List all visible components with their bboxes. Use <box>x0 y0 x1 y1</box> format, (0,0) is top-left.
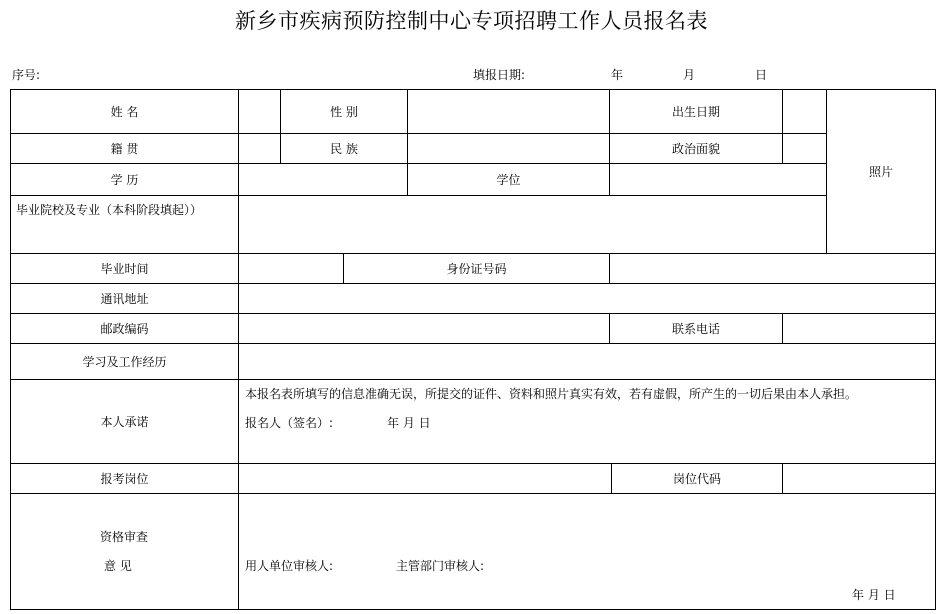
review-label-line1: 资格审查 <box>100 530 149 544</box>
experience-label: 学习及工作经历 <box>82 354 167 369</box>
photo-label: 照片 <box>868 164 893 179</box>
rule-col-id <box>609 253 610 284</box>
employer-reviewer-label: 用人单位审核人: <box>245 559 334 573</box>
rule-col-label <box>238 89 239 610</box>
fill-date-month: 月 <box>683 68 696 82</box>
ethnicity-label: 民 族 <box>330 141 358 156</box>
fill-date-year: 年 <box>611 68 624 82</box>
signature-date: 年 月 日 <box>387 416 431 430</box>
fill-date-day: 日 <box>755 68 768 82</box>
fill-date-label: 填报日期: <box>473 68 526 82</box>
commitment-label: 本人承诺 <box>100 414 149 429</box>
rule-col-position-code <box>782 463 783 494</box>
degree-label: 学位 <box>496 172 521 187</box>
rule-col-phone <box>782 313 783 344</box>
grad-time-label: 毕业时间 <box>100 261 149 276</box>
review-label-line2: 意 见 <box>104 559 132 573</box>
rule-bottom <box>10 609 936 610</box>
commitment-text: 本报名表所填写的信息准确无误，所提交的证件、资料和照片真实有效，若有虚假，所产生的一切后果由本人承担。 <box>245 387 858 401</box>
signature-label: 报名人（签名）: <box>245 416 334 430</box>
dept-reviewer-label: 主管部门审核人: <box>396 559 485 573</box>
rule-row-3 <box>10 195 827 196</box>
phone-label: 联系电话 <box>671 321 720 336</box>
rule-col-d <box>782 89 783 164</box>
id-number-label: 身份证号码 <box>446 261 507 276</box>
gender-label: 性 别 <box>330 104 358 119</box>
postal-code-label: 邮政编码 <box>100 321 149 336</box>
education-label: 学 历 <box>110 172 139 187</box>
review-date: 年 月 日 <box>852 588 896 602</box>
native-place-label: 籍 贯 <box>110 141 139 156</box>
position-code-label: 岗位代码 <box>672 471 721 486</box>
serial-number-label: 序号: <box>12 68 41 82</box>
address-label: 通讯地址 <box>100 291 149 306</box>
rule-row-10 <box>10 493 936 494</box>
form-title: 新乡市疾病预防控制中心专项招聘工作人员报名表 <box>235 9 708 33</box>
political-status-label: 政治面貌 <box>671 141 720 156</box>
birth-date-label: 出生日期 <box>671 104 720 119</box>
name-label: 姓 名 <box>110 104 139 119</box>
school-major-label: 毕业院校及专业（本科阶段填起）） <box>16 203 203 217</box>
rule-right <box>935 89 936 610</box>
position-label: 报考岗位 <box>100 471 149 486</box>
